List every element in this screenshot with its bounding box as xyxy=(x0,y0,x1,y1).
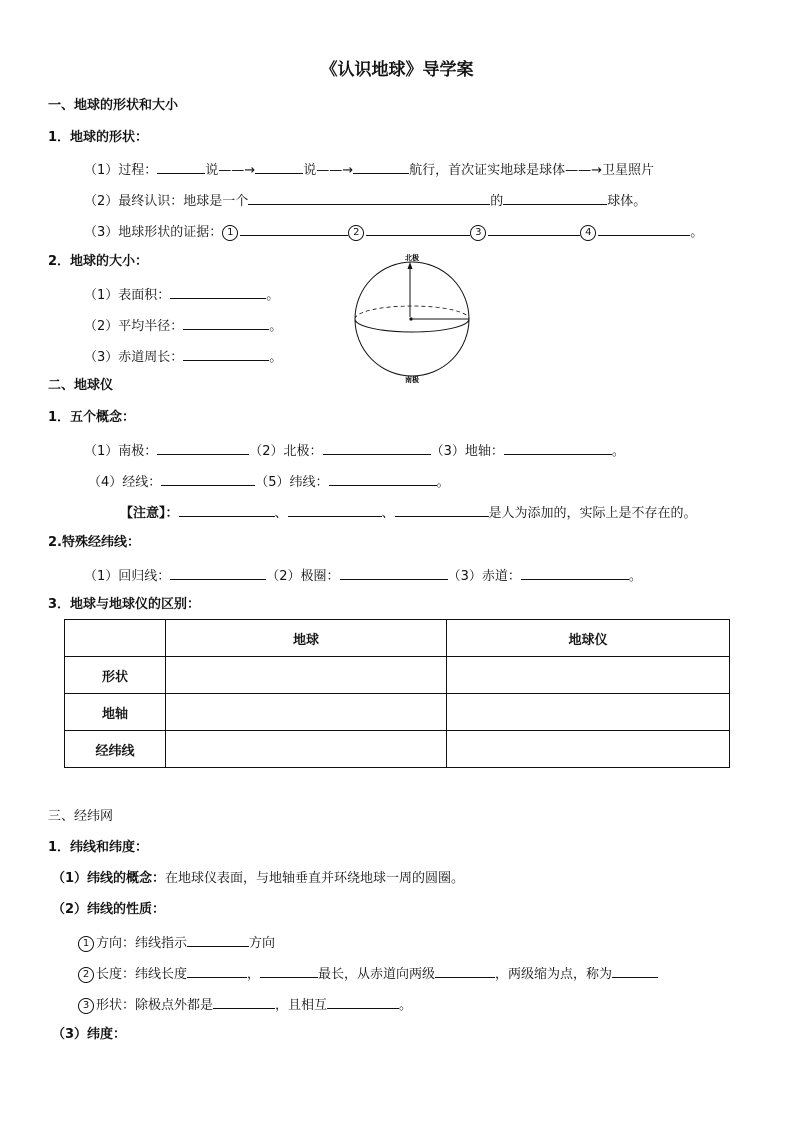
text: 的 xyxy=(490,194,504,209)
blank-field[interactable] xyxy=(157,159,205,174)
blank-field[interactable] xyxy=(353,159,409,174)
circled-number: 2 xyxy=(78,967,94,983)
text: 。 xyxy=(611,444,625,459)
blank-field[interactable] xyxy=(213,994,275,1009)
question-parallels-latitude: 1．纬线和纬度： xyxy=(48,840,149,855)
label: （1）南极： xyxy=(84,444,158,459)
section-heading-graticule: 三、经纬网 xyxy=(48,809,114,824)
row-label: 形状 xyxy=(65,657,166,694)
note-label: 【注意】： xyxy=(120,506,179,521)
table-header-row xyxy=(65,620,730,657)
label: （1）纬线的概念： xyxy=(52,871,166,886)
label: 方向：纬线指示 xyxy=(96,936,188,951)
blank-field[interactable] xyxy=(435,963,495,978)
text: 说——→ xyxy=(205,163,256,178)
table-header-cell: 地球 xyxy=(166,620,447,657)
blank-field[interactable] xyxy=(187,963,247,978)
answer-cell[interactable] xyxy=(447,657,730,694)
question-earth-size: 2．地球的大小： xyxy=(48,254,149,269)
question-five-concepts: 1．五个概念： xyxy=(48,410,136,425)
blank-field[interactable] xyxy=(187,932,249,947)
blank-field[interactable] xyxy=(288,502,382,517)
label: （2）最终认识：地球是一个 xyxy=(84,194,249,209)
equator-back xyxy=(355,306,469,319)
blank-field[interactable] xyxy=(183,346,269,361)
answer-cell[interactable] xyxy=(447,694,730,731)
table-header-cell xyxy=(65,620,166,657)
blank-field[interactable] xyxy=(260,963,318,978)
table-row xyxy=(65,731,730,768)
blank-field[interactable] xyxy=(488,221,580,236)
blank-field[interactable] xyxy=(170,284,266,299)
line-direction xyxy=(78,932,275,953)
blank-field[interactable] xyxy=(612,963,658,978)
blank-field[interactable] xyxy=(248,190,490,205)
line-mean-radius xyxy=(84,315,282,336)
line-latitude: （3）纬度： xyxy=(52,1027,127,1042)
blank-field[interactable] xyxy=(504,440,612,455)
answer-cell[interactable] xyxy=(166,657,447,694)
text: 。 xyxy=(266,288,280,303)
row-label: 经纬线 xyxy=(65,731,166,768)
line-special-lines xyxy=(84,565,642,586)
line-shape xyxy=(78,994,412,1015)
circled-number: 3 xyxy=(470,225,486,241)
table-header-cell: 地球仪 xyxy=(447,620,730,657)
label: （2）平均半径： xyxy=(84,319,184,334)
text: 。 xyxy=(269,350,283,365)
page-title: 《认识地球》导学案 xyxy=(320,60,474,80)
blank-field[interactable] xyxy=(327,994,399,1009)
line-note xyxy=(120,502,697,523)
line-final-understanding xyxy=(84,190,646,211)
text: 。 xyxy=(399,998,413,1013)
label: （4）经线： xyxy=(88,475,162,490)
circled-number: 2 xyxy=(348,225,364,241)
text: 球体。 xyxy=(607,194,647,209)
line-poles-axis xyxy=(84,440,625,461)
section-heading-globe: 二、地球仪 xyxy=(48,378,114,393)
north-pole-label: 北极 xyxy=(405,254,419,262)
label: 长度：纬线长度 xyxy=(96,967,188,982)
text: 最长，从赤道向两级 xyxy=(318,967,436,982)
text: 。 xyxy=(436,475,450,490)
text: 、 xyxy=(274,506,288,521)
text: 在地球仪表面，与地轴垂直并环绕地球一周的圆圈。 xyxy=(165,871,465,886)
text: 是人为添加的，实际上是不存在的。 xyxy=(488,506,697,521)
blank-field[interactable] xyxy=(395,502,489,517)
label: （3）地轴： xyxy=(430,444,504,459)
text: ，且相互 xyxy=(275,998,328,1013)
text: 方向 xyxy=(249,936,276,951)
text: ，两级缩为点，称为 xyxy=(495,967,613,982)
answer-cell[interactable] xyxy=(447,731,730,768)
label: （3）地球形状的证据： xyxy=(84,225,223,240)
label: （1）表面积： xyxy=(84,288,171,303)
center-dot xyxy=(409,317,412,320)
text: 航行，首次证实地球是球体——→卫星照片 xyxy=(409,163,654,178)
text: 说——→ xyxy=(303,163,354,178)
label: （3）赤道周长： xyxy=(84,350,184,365)
question-earth-shape: 1．地球的形状： xyxy=(48,130,149,145)
arrow-up-icon xyxy=(408,262,413,269)
answer-cell[interactable] xyxy=(166,694,447,731)
table-row xyxy=(65,694,730,731)
label: （1）回归线： xyxy=(84,569,171,584)
row-label: 地轴 xyxy=(65,694,166,731)
blank-field[interactable] xyxy=(161,471,255,486)
equator-front xyxy=(355,319,469,332)
blank-field[interactable] xyxy=(329,471,437,486)
text: 。 xyxy=(269,319,283,334)
label: （3）赤道： xyxy=(447,569,521,584)
blank-field[interactable] xyxy=(598,221,690,236)
label: 形状：除极点外都是 xyxy=(96,998,214,1013)
question-special-lines: 2.特殊经纬线： xyxy=(48,535,140,550)
line-length xyxy=(78,963,658,984)
table-row xyxy=(65,657,730,694)
line-surface-area xyxy=(84,284,279,305)
globe-diagram xyxy=(348,250,478,388)
blank-field[interactable] xyxy=(521,565,629,580)
question-earth-vs-globe: 3．地球与地球仪的区别： xyxy=(48,597,201,612)
line-equator-circumference xyxy=(84,346,282,367)
line-process xyxy=(84,159,654,180)
label: （2）北极： xyxy=(249,444,323,459)
blank-field[interactable] xyxy=(323,440,431,455)
circled-number: 1 xyxy=(222,225,238,241)
circled-number: 3 xyxy=(78,998,94,1014)
section-heading-shape-size: 一、地球的形状和大小 xyxy=(48,98,179,113)
comparison-table xyxy=(64,619,730,768)
south-pole-label: 南极 xyxy=(405,376,419,384)
blank-field[interactable] xyxy=(170,565,266,580)
label: （2）极圈： xyxy=(266,569,340,584)
text: ， xyxy=(247,967,261,982)
blank-field[interactable] xyxy=(366,221,470,236)
blank-field[interactable] xyxy=(340,565,448,580)
text: 。 xyxy=(628,569,642,584)
text: 。 xyxy=(690,225,704,240)
label: （5）纬线： xyxy=(255,475,329,490)
label: （1）过程： xyxy=(84,163,158,178)
answer-cell[interactable] xyxy=(166,731,447,768)
blank-field[interactable] xyxy=(255,159,303,174)
circled-number: 4 xyxy=(580,225,596,241)
line-parallel-concept xyxy=(52,870,464,888)
line-shape-evidence xyxy=(84,221,703,242)
line-meridian-parallel xyxy=(88,471,450,492)
line-parallel-properties: （2）纬线的性质： xyxy=(52,902,166,917)
blank-field[interactable] xyxy=(157,440,249,455)
blank-field[interactable] xyxy=(179,502,275,517)
blank-field[interactable] xyxy=(503,190,607,205)
text: 、 xyxy=(381,506,395,521)
blank-field[interactable] xyxy=(183,315,269,330)
circled-number: 1 xyxy=(78,936,94,952)
blank-field[interactable] xyxy=(240,221,348,236)
